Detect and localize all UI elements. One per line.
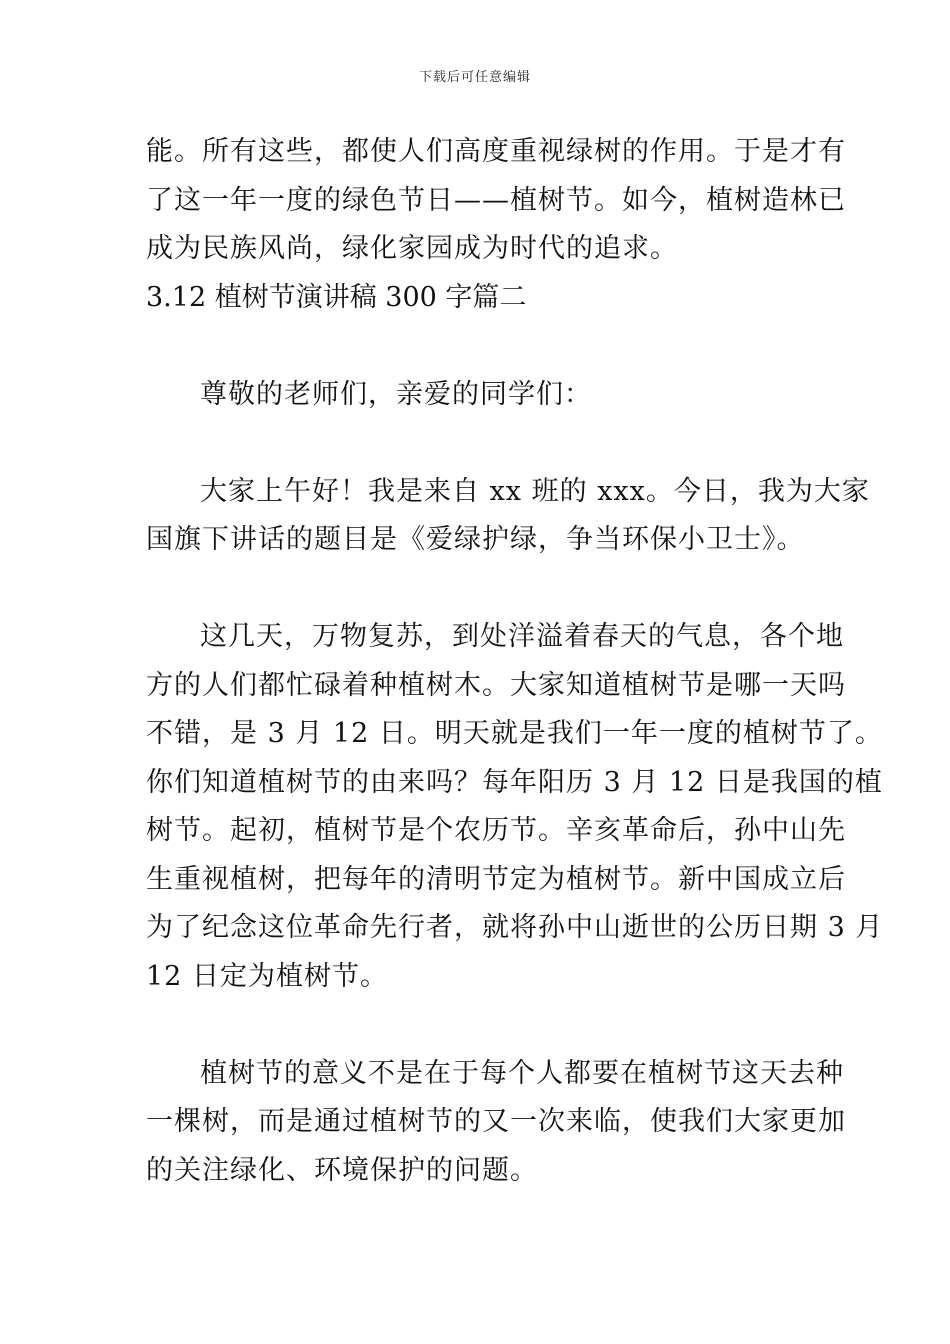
page-header-note: 下载后可任意编辑	[418, 70, 531, 85]
paragraph	[146, 371, 811, 420]
text-line: 成为民族风尚，绿化家园成为时代的追求。	[146, 233, 678, 264]
text-line: 树节。起初，植树节是个农历节。辛亥革命后，孙中山先	[146, 815, 846, 846]
section-heading	[146, 274, 811, 323]
text-line: 国旗下讲话的题目是《爱绿护绿，争当环保小卫士》。	[146, 524, 805, 555]
paragraph	[146, 613, 884, 1001]
text-line: 植树节的意义不是在于每个人都要在植树节这天去种	[200, 1057, 844, 1089]
text-line: 方的人们都忙碌着种植树木。大家知道植树节是哪一天吗	[146, 669, 846, 701]
paragraph-spacer	[146, 565, 811, 614]
text-line: 的关注绿化、环境保护的问题。	[146, 1154, 538, 1186]
text-line: 这几天，万物复苏，到处洋溢着春天的气息，各个地	[200, 621, 844, 652]
text-line: 大家上午好！我是来自 xx 班的 xxx。今日，我为大家	[200, 475, 870, 507]
text-line: 了这一年一度的绿色节日——植树节。如今，植树造林已	[146, 184, 846, 216]
paragraph-spacer	[146, 1001, 811, 1050]
heading-text: 3.12 植树节演讲稿 300 字篇二	[146, 281, 527, 313]
paragraph	[146, 468, 870, 565]
text-line: 尊敬的老师们，亲爱的同学们：	[200, 378, 592, 410]
paragraph	[146, 128, 846, 274]
text-line: 不错，是 3 月 12 日。明天就是我们一年一度的植树节了。	[146, 718, 883, 749]
paragraph-spacer	[146, 419, 811, 468]
text-line: 为了纪念这位革命先行者，就将孙中山逝世的公历日期 3 月	[146, 912, 884, 943]
text-line: 12 日定为植树节。	[146, 960, 388, 992]
paragraph	[146, 1050, 846, 1196]
text-line: 能。所有这些，都使人们高度重视绿树的作用。于是才有	[146, 136, 846, 167]
text-line: 生重视植树，把每年的清明节定为植树节。新中国成立后	[146, 863, 846, 895]
text-line: 一棵树，而是通过植树节的又一次来临，使我们大家更加	[146, 1106, 846, 1137]
text-line: 你们知道植树节的由来吗？每年阳历 3 月 12 日是我国的植	[146, 766, 883, 798]
document-body	[146, 128, 884, 1195]
paragraph-spacer	[146, 322, 811, 371]
